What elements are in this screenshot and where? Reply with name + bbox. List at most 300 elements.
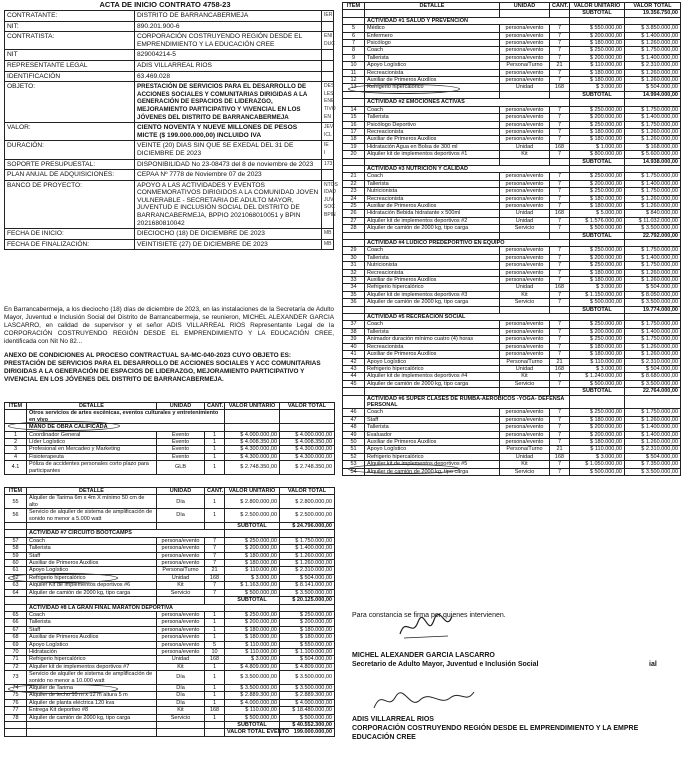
item-quantity: 7	[550, 69, 570, 76]
line-item-row	[343, 25, 681, 32]
item-detail: Alquiler kit de implementos deportivos #5	[365, 461, 500, 468]
item-unit-value: $ 250.000,00	[570, 262, 625, 269]
item-unit: persona/evento	[500, 106, 550, 113]
item-unit-value: $ 2.748.350,00	[225, 461, 280, 475]
subtotal-label: SUBTOTAL	[570, 10, 625, 17]
item-unit-value: $ 3.000,00	[570, 84, 625, 91]
subtotal-value: $ 40.552.300,00	[280, 722, 335, 729]
row-empty-cell	[550, 232, 570, 239]
item-unit-value: $ 200.000,00	[570, 431, 625, 438]
item-unit-value: $ 550.000,00	[570, 25, 625, 32]
row-empty-cell	[625, 395, 681, 409]
activity-header-row	[5, 424, 335, 431]
item-unit: Unidad	[500, 210, 550, 217]
line-item-row	[343, 461, 681, 468]
row-empty-cell	[27, 729, 157, 736]
row-item-cell	[5, 424, 27, 431]
item-number: 29	[343, 247, 365, 254]
row-item-cell	[343, 99, 365, 106]
line-item-row	[343, 121, 681, 128]
item-unit-value: $ 110.000,00	[570, 358, 625, 365]
item-quantity: 1	[205, 671, 225, 685]
row-empty-cell	[280, 604, 335, 611]
item-unit: persona/evento	[500, 173, 550, 180]
subtotal-row	[5, 523, 335, 530]
item-number: 43	[343, 365, 365, 372]
line-item-row	[5, 446, 335, 453]
line-item-row	[5, 567, 335, 574]
item-detail: Apoyo Logístico	[365, 358, 500, 365]
item-unit: persona/evento	[500, 343, 550, 350]
item-unit-value: $ 180.000,00	[225, 634, 280, 641]
item-number: 15	[343, 114, 365, 121]
signer-1-name: MICHEL ALEXANDER GARCIA LASCARRO	[352, 652, 495, 659]
items-table-right	[342, 2, 681, 476]
activity-title: ACTIVIDAD #3 NUTRICIÓN Y CALIDAD	[365, 165, 570, 172]
row-item-cell	[5, 410, 27, 424]
subtotal-label: SUBTOTAL	[570, 388, 625, 395]
item-total-value: $ 1.400.000,00	[280, 545, 335, 552]
contract-field-label: PLAN ANUAL DE ADQUISICIONES:	[5, 170, 135, 181]
line-item-row	[343, 202, 681, 209]
item-number: 77	[5, 707, 27, 714]
item-detail: Staff	[27, 552, 157, 559]
row-empty-cell	[500, 306, 550, 313]
row-empty-cell	[570, 17, 625, 24]
contract-field-label: CONTRATISTA:	[5, 32, 135, 50]
line-item-row	[5, 714, 335, 721]
item-detail: Coordinador General	[27, 431, 157, 438]
item-unit-value: $ 180.000,00	[570, 77, 625, 84]
item-unit-value: $ 110.000,00	[570, 446, 625, 453]
item-total-value: $ 1.750.000,00	[625, 121, 681, 128]
line-item-row	[343, 269, 681, 276]
item-unit-value: $ 4.000.000,00	[225, 431, 280, 438]
item-total-value: $ 4.809.000,00	[280, 663, 335, 670]
contract-field-overflow	[322, 170, 334, 181]
item-unit: persona/evento	[500, 188, 550, 195]
item-detail: Refrigerio hipercalórico	[365, 284, 500, 291]
item-total-value: $ 5.600.000,00	[625, 151, 681, 158]
item-quantity: 168	[205, 707, 225, 714]
item-unit-value: $ 4.000.000,00	[225, 699, 280, 706]
item-unit-value: $ 200.000,00	[570, 114, 625, 121]
item-number: 41	[343, 351, 365, 358]
item-quantity: 1	[205, 453, 225, 460]
item-detail: Evaluador	[365, 431, 500, 438]
item-unit: persona/evento	[500, 247, 550, 254]
row-item-cell	[343, 240, 365, 247]
item-unit: persona/evento	[500, 195, 550, 202]
item-unit: Kit	[500, 373, 550, 380]
subtotal-value: 22.764.000,00	[625, 388, 681, 395]
item-unit: Servicio	[500, 225, 550, 232]
item-unit: persona/evento	[157, 545, 205, 552]
line-item-row	[343, 84, 681, 91]
item-total-value: $ 1.400.000,00	[625, 180, 681, 187]
document-title: ACTA DE INICIO CONTRATO 4758-23	[99, 0, 231, 9]
line-item-row	[5, 671, 335, 685]
item-unit-value: $ 110.000,00	[225, 707, 280, 714]
row-empty-cell	[280, 424, 335, 431]
item-total-value: $ 1.400.000,00	[625, 54, 681, 61]
item-unit-value: $ 1.163.000,00	[225, 582, 280, 589]
item-number: 45	[343, 380, 365, 387]
contract-field-value: 890.201.900-6	[135, 21, 322, 32]
item-unit: Unidad	[500, 217, 550, 224]
contract-field-label: SOPORTE PRESUPUESTAL:	[5, 159, 135, 170]
item-unit-value: $ 250.000,00	[225, 537, 280, 544]
contract-field-value: CIENTO NOVENTA Y NUEVE MILLONES DE PESOS MICTE ($ 199.000.000,00) INCLUIDO IVA	[135, 123, 322, 141]
item-unit: persona/evento	[500, 114, 550, 121]
item-quantity: 7	[550, 247, 570, 254]
activity-title: ACTIVIDAD #2 EMOCIONES ACTIVAS	[365, 99, 570, 106]
item-total-value: $ 250.000,00	[280, 611, 335, 618]
item-number: 4	[5, 453, 27, 460]
item-detail: Animador duración mínimo cuatro (4) horas	[365, 336, 500, 343]
line-item-row	[5, 634, 335, 641]
contract-field-overflow	[322, 60, 334, 71]
contract-field-value: VEINTISIETE (27) DE DICIEMBRE DE 2023	[135, 239, 322, 250]
contract-field-overflow: MB	[322, 239, 334, 250]
item-detail: Talleristа	[365, 114, 500, 121]
item-total-value: $ 1.260.000,00	[625, 69, 681, 76]
item-quantity: 1	[205, 684, 225, 691]
row-item-cell	[5, 597, 27, 604]
item-unit-value: $ 250.000,00	[570, 336, 625, 343]
item-number: 11	[343, 69, 365, 76]
line-item-row	[343, 32, 681, 39]
item-number: 40	[343, 343, 365, 350]
item-total-value: $ 1.260.000,00	[625, 195, 681, 202]
item-detail: Staff	[365, 416, 500, 423]
item-number: 44	[343, 373, 365, 380]
row-empty-cell	[27, 722, 157, 729]
item-total-value: $ 1.260.000,00	[625, 202, 681, 209]
item-unit: persona/evento	[500, 254, 550, 261]
item-unit: persona/evento	[500, 424, 550, 431]
line-item-row	[343, 262, 681, 269]
item-detail: Nutricionista	[365, 262, 500, 269]
item-number: 23	[343, 188, 365, 195]
line-item-row	[5, 611, 335, 618]
item-unit: persona/evento	[500, 262, 550, 269]
item-unit: persona/evento	[500, 269, 550, 276]
row-empty-cell	[365, 388, 500, 395]
row-item-cell	[343, 395, 365, 409]
item-number: 28	[343, 225, 365, 232]
row-empty-cell	[500, 232, 550, 239]
item-unit: persona/evento	[500, 438, 550, 445]
item-number: 71	[5, 656, 27, 663]
subtotal-row	[5, 597, 335, 604]
line-item-row	[5, 509, 335, 523]
row-empty-cell	[27, 523, 157, 530]
item-unit-value: $ 180.000,00	[570, 202, 625, 209]
item-total-value: $ 1.400.000,00	[625, 424, 681, 431]
item-number: 65	[5, 611, 27, 618]
item-unit: persona/evento	[500, 128, 550, 135]
item-quantity: 7	[550, 32, 570, 39]
line-item-row	[343, 409, 681, 416]
item-quantity: 7	[550, 114, 570, 121]
item-number: 59	[5, 552, 27, 559]
item-total-value: $ 3.500.000,00	[280, 589, 335, 596]
item-unit-value: $ 200.000,00	[570, 32, 625, 39]
subtotal-row	[343, 10, 681, 17]
item-quantity: 7	[550, 299, 570, 306]
item-unit-value: $ 500.000,00	[570, 468, 625, 475]
item-unit-value: $ 180.000,00	[570, 351, 625, 358]
item-quantity: 7	[550, 468, 570, 475]
item-unit: Kit	[157, 707, 205, 714]
item-unit: Kit	[500, 151, 550, 158]
col-valor-unitario: VALOR UNITARIO	[225, 403, 280, 410]
contract-row	[5, 11, 334, 22]
contract-field-label: FECHA DE INICIO:	[5, 229, 135, 240]
item-total-value: $ 840.000,00	[625, 210, 681, 217]
line-item-row	[343, 446, 681, 453]
item-total-value: $ 8.141.000,00	[280, 582, 335, 589]
item-unit: persona/evento	[500, 69, 550, 76]
item-detail: Apoyo Logístico	[27, 641, 157, 648]
row-empty-cell	[500, 91, 550, 98]
contract-row	[5, 141, 334, 159]
item-unit-value: $ 250.000,00	[570, 106, 625, 113]
item-detail: Apoyo Logístico	[365, 446, 500, 453]
row-empty-cell	[365, 232, 500, 239]
activity-header-row	[5, 530, 335, 537]
item-quantity: 7	[550, 277, 570, 284]
item-unit: persona/evento	[157, 626, 205, 633]
item-quantity: 1	[205, 619, 225, 626]
contract-field-overflow: IE I	[322, 141, 334, 159]
item-quantity: 1	[205, 461, 225, 475]
item-unit: persona/evento	[500, 25, 550, 32]
line-item-row	[343, 77, 681, 84]
item-unit: persona/evento	[500, 47, 550, 54]
item-number: 32	[343, 269, 365, 276]
signature-block	[346, 608, 681, 778]
line-item-row	[343, 351, 681, 358]
line-item-row	[343, 453, 681, 460]
line-item-row	[343, 277, 681, 284]
contract-field-value: PRESTACIÓN DE SERVICIOS PARA EL DESARROLLO DE ACCIONES SOCIALES Y COMUNITARIAS DIRIGIDAS A LA GENERACIÓN DE ESPACIOS DE LIDERAZGO, MEJORAMIENTO PARTICIPATIVO Y VIVENCIAL EN LOS JÓVENES DEL DISTRITO DE BARRANCABERMEJA	[135, 82, 322, 123]
item-total-value: $ 1.260.000,00	[625, 269, 681, 276]
item-number: 78	[5, 714, 27, 721]
item-detail: Alquiler de planta eléctrica 120 kva	[27, 699, 157, 706]
item-quantity: 7	[550, 254, 570, 261]
col-item: ITEM	[5, 488, 27, 495]
line-item-row	[343, 62, 681, 69]
item-total-value: $ 2.310.000,00	[280, 567, 335, 574]
item-number: 66	[5, 619, 27, 626]
item-detail: Auxiliar de Primeros Auxilios	[365, 351, 500, 358]
line-item-row	[5, 626, 335, 633]
item-total-value: $ 2.800.000,00	[280, 495, 335, 509]
item-unit-value: $ 180.000,00	[570, 438, 625, 445]
item-detail: Refrigerio hipercalórico	[365, 365, 500, 372]
item-detail: Recreacionista	[365, 343, 500, 350]
row-empty-cell	[625, 165, 681, 172]
item-number: 42	[343, 358, 365, 365]
activity-header-row	[5, 410, 335, 424]
item-detail: Alquiler de camión de 2000 kg, tipo carga	[365, 380, 500, 387]
item-quantity: 7	[550, 47, 570, 54]
activity-title: ACTIVIDAD #1 SALUD Y PREVENCIÓN	[365, 17, 570, 24]
row-empty-cell	[157, 729, 205, 736]
item-unit: Día	[157, 509, 205, 523]
contract-row	[5, 50, 334, 61]
item-number: 1	[5, 431, 27, 438]
contract-field-label: OBJETO:	[5, 82, 135, 123]
item-total-value: $ 2.310.000,00	[625, 446, 681, 453]
contract-field-label: REPRESENTANTE LEGAL	[5, 60, 135, 71]
contract-field-overflow: JEV ICL	[322, 123, 334, 141]
line-item-row	[5, 545, 335, 552]
item-number: 38	[343, 328, 365, 335]
row-empty-cell	[550, 306, 570, 313]
item-total-value: $ 3.500.000,00	[280, 671, 335, 685]
item-detail: Auxiliar de Primeros Auxilios	[27, 560, 157, 567]
item-unit: Servicio	[500, 299, 550, 306]
item-detail: Alquiler de techo 10 m x 12 m altura 5 m	[27, 692, 157, 699]
item-unit: Kit	[157, 582, 205, 589]
grand-total-value: 199.000.000,00	[280, 729, 335, 736]
item-unit: persona/evento	[500, 277, 550, 284]
col-cant: CANT.	[205, 403, 225, 410]
col-item: ITEM	[343, 3, 365, 10]
item-total-value: $ 1.260.000,00	[625, 277, 681, 284]
item-quantity: 7	[550, 77, 570, 84]
item-total-value: $ 504.000,00	[625, 453, 681, 460]
item-detail: Alquiler kit de implementos deportivos #3	[365, 291, 500, 298]
grand-total-row	[5, 729, 335, 736]
item-unit-value: $ 3.500.000,00	[225, 671, 280, 685]
row-item-cell	[5, 722, 27, 729]
contract-field-value: 829004214-5	[135, 50, 322, 61]
item-detail: Alquiler de Tarima 6m x 4m X mínimo 50 cm de alto	[27, 495, 157, 509]
item-unit-value: $ 250.000,00	[570, 247, 625, 254]
line-item-row	[343, 468, 681, 475]
line-item-row	[343, 380, 681, 387]
item-total-value: $ 1.750.000,00	[625, 321, 681, 328]
contract-field-label: DURACIÓN:	[5, 141, 135, 159]
item-unit: persona/evento	[500, 416, 550, 423]
item-unit-value: $ 250.000,00	[570, 47, 625, 54]
subtotal-row	[5, 722, 335, 729]
item-detail: Enfermero	[365, 32, 500, 39]
item-unit-value: $ 200.000,00	[225, 619, 280, 626]
item-detail: Entrega Kit deportivo #8	[27, 707, 157, 714]
item-total-value: $ 1.750.000,00	[625, 336, 681, 343]
item-number: 33	[343, 277, 365, 284]
item-unit: persona/evento	[500, 180, 550, 187]
item-quantity: 7	[205, 545, 225, 552]
item-number: 16	[343, 121, 365, 128]
item-detail: Alquiler kit de implementos deportivos #4	[365, 373, 500, 380]
item-quantity: 7	[550, 438, 570, 445]
line-item-row	[343, 284, 681, 291]
item-unit: Kit	[157, 663, 205, 670]
row-empty-cell	[205, 722, 225, 729]
col-cant: CANT.	[550, 3, 570, 10]
item-total-value: $ 180.000,00	[280, 626, 335, 633]
col-detalle: DETALLE	[365, 3, 500, 10]
activity-title: ACTIVIDAD #6 SUPER CLASES DE RUMBA-AEROBICOS -YOGA- DEFENSA PERSONAL	[365, 395, 570, 409]
item-quantity: 7	[550, 202, 570, 209]
signer-2-organization: CORPORACIÓN COSTRUYENDO REGIÓN DESDE EL EMPRENDIMIENTO Y LA EMPRE	[352, 725, 639, 732]
item-total-value: $ 3.500.000,00	[625, 468, 681, 475]
item-number: 47	[343, 416, 365, 423]
item-quantity: 7	[550, 180, 570, 187]
row-empty-cell	[365, 158, 500, 165]
item-unit: Unidad	[157, 656, 205, 663]
item-unit: persona/evento	[500, 202, 550, 209]
col-detalle: DETALLE	[27, 488, 157, 495]
item-number: 60	[5, 560, 27, 567]
item-unit-value: $ 3.500.000,00	[225, 684, 280, 691]
subtotal-value: 19.356.750,00	[625, 10, 681, 17]
intro-paragraph: En Barrancabermeja, a los dieciocho (18) días de diciembre de 2023, en las instalaciones de la Secretaría de Adulto Mayor, Juventud e Inclusión Social del Distrito de Barrancabermeja, se reunieron, MICHEL ALEXANDER GARCIA LASCARRO, en calidad de supervisor y el señor ADIS VILLARREAL RIOS Representante Legal de la CORPORACIÓN COSTRUYENDO REGIÓN DESDE EL EMPRENDIMIENTO Y LA EDUCACIÓN CREE, identificada con Nit No 82...	[4, 306, 334, 345]
item-number: 4.1	[5, 461, 27, 475]
line-item-row	[343, 180, 681, 187]
line-item-row	[343, 343, 681, 350]
item-total-value: $ 2.310.000,00	[625, 358, 681, 365]
item-quantity: 7	[550, 136, 570, 143]
item-total-value: $ 4.300.000,00	[280, 453, 335, 460]
line-item-row	[5, 537, 335, 544]
row-empty-cell	[500, 158, 550, 165]
item-total-value: $ 1.260.000,00	[625, 416, 681, 423]
item-total-value: $ 8.050.000,00	[625, 291, 681, 298]
item-detail: Servicio de alquiler de sistema de amplificación de sonido no menor a 5.000 watt	[27, 509, 157, 523]
item-detail: Talleristа	[27, 619, 157, 626]
item-unit-value: $ 1.150.000,00	[570, 291, 625, 298]
item-total-value: $ 1.260.000,00	[625, 438, 681, 445]
contract-field-overflow: DES LES ENE TIVO EN	[322, 82, 334, 123]
item-total-value: $ 3.500.000,00	[280, 684, 335, 691]
item-unit-value: $ 200.000,00	[225, 545, 280, 552]
item-detail: Fisioterapeuta	[27, 453, 157, 460]
item-unit: Kit	[500, 461, 550, 468]
item-detail: Alquiler de camión de 2000 kg, tipo carga	[365, 468, 500, 475]
item-total-value: $ 200.000,00	[280, 619, 335, 626]
item-total-value: $ 2.500.000,00	[280, 509, 335, 523]
item-unit: persona/evento	[500, 351, 550, 358]
item-number: 27	[343, 217, 365, 224]
item-unit: persona/evento	[500, 54, 550, 61]
activity-header-row	[343, 99, 681, 106]
contract-field-value: ADIS VILLARREAL RIOS	[135, 60, 322, 71]
item-total-value: $ 500.000,00	[280, 714, 335, 721]
row-item-cell	[5, 523, 27, 530]
item-number: 10	[343, 62, 365, 69]
item-unit-value: $ 800.000,00	[570, 151, 625, 158]
contract-field-value: APOYO A LAS ACTIVIDADES Y EVENTOS CONMEMORATIVOS DIRIGIDOS A LA COMUNIDAD JOVEN VULNERABLE - SECRETARIA DE ADULTO MAYOR, JUVENTUD E INCLUSIÓN SOCIAL DEL DISTRITO DE BARRANCABERMEJA, BPPIO 2021068010051 y BPIN 2021680810042	[135, 180, 322, 229]
activity-header-row	[343, 240, 681, 247]
item-unit: Persona/Turno	[500, 358, 550, 365]
item-unit: Unidad	[500, 453, 550, 460]
activity-header-row	[343, 314, 681, 321]
item-total-value: $ 504.000,00	[625, 365, 681, 372]
item-unit-value: $ 180.000,00	[570, 195, 625, 202]
signature-scribble-1	[396, 608, 456, 644]
activity-header-row	[343, 395, 681, 409]
contract-field-label: NIT	[5, 50, 135, 61]
item-unit: persona/evento	[157, 611, 205, 618]
contract-row	[5, 21, 334, 32]
